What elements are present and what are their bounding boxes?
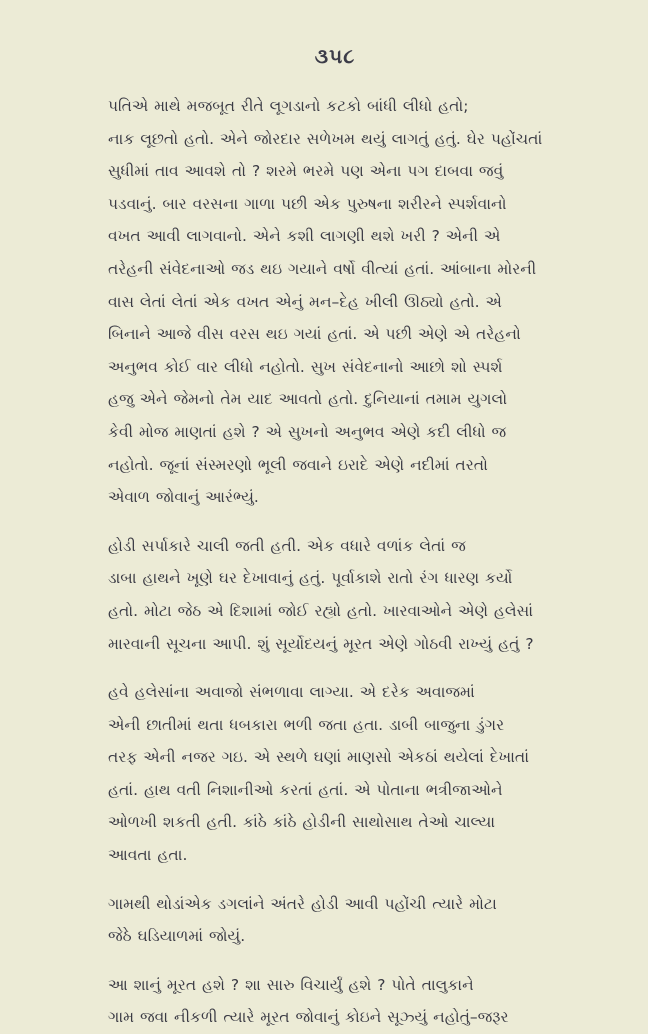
text-line: હજુ એને જેમનો તેમ યાદ આવતો હતો. દુનિયાનાં તમામ યુગલો [108,390,508,409]
text-line: ગામથી થોડાંએક ડગલાંને અંતરે હોડી આવી પહોંચી ત્યારે મોટા [108,894,497,913]
text-line: હોડી સર્પાકારે ચાલી જતી હતી. એક વધારે વળાંક લેતાં જ [108,536,466,555]
text-line: પડવાનું. બાર વરસના ગાળા પછી એક પુરુષના શરીરને સ્પર્શવાનો [108,194,507,213]
text-line: નાક લૂછતો હતો. એને જોરદાર સળેખમ થયું લાગતું હતું. ઘેર પહોંચતાં [108,129,543,148]
paragraph [78,676,592,872]
text-line: ઓળખી શકતી હતી. કાંઠે કાંઠે હોડીની સાથોસાથ તેઓ ચાલ્યા [108,813,496,832]
text-line: સુધીમાં તાવ આવશે તો ? શરમે ભરમે પણ એના પગ દાબવા જવું [108,162,504,181]
text-line: હવે હલેસાંના અવાજો સંભળાવા લાગ્યા. એ દરેક અવાજમાં [108,683,475,702]
page-number: ૩૫૮ [314,44,356,68]
text-line: ડાબા હાથને ખૂણે ઘર દેખાવાનું હતું. પૂર્વાકાશે રાતો રંગ ધારણ કર્યો [108,569,513,588]
text-line: ગામ જવા નીકળી ત્યારે મૂરત જોવાનું કોઇને સૂઝ્યું નહોતું–જરૂર [108,1008,509,1027]
text-line: મારવાની સૂચના આપી. શું સૂર્યોદયનું મૂરત એણે ગોઠવી રાખ્યું હતું ? [108,634,534,653]
text-line: અનુભવ કોઈ વાર લીધો નહોતો. સુખ સંવેદનાનો આછો શો સ્પર્શ [108,357,503,376]
text-line: એવાળ જોવાનું આરંભ્યું. [108,488,259,507]
text-line: એની છાતીમાં થતા ધબકારા ભળી જતા હતા. ડાબી બાજુના ડુંગર [108,715,505,734]
text-line: કેવી મોજ માણતાં હશે ? એ સુખનો અનુભવ એણે કદી લીધો જ [108,422,507,441]
paragraph [78,530,592,660]
text-line: વખત આવી લાગવાનો. એને કશી લાગણી થશે ખરી ? એની એ [108,227,501,246]
paragraph [78,969,592,1034]
text-body [78,90,592,1034]
text-line: આ શાનું મૂરત હશે ? શા સારુ વિચાર્યું હશે ? પોતે તાલુકાને [108,975,474,994]
text-line: બિનાને આજે વીસ વરસ થઇ ગયાં હતાં. એ પછી એણે એ તરેહનો [108,325,521,344]
text-line: તરેહની સંવેદનાઓ જડ થઇ ગયાને વર્ષો વીત્યાં હતાં. આંબાના મોરની [108,259,537,278]
text-line: પતિએ માથે મજબૂત રીતે લૂગડાનો કટકો બાંધી લીધો હતો; [108,97,469,115]
text-line: આવતા હતા. [108,846,188,865]
paragraph [78,90,592,514]
paragraph [78,888,592,953]
text-line: તરફ એની નજર ગઇ. એ સ્થળે ઘણાં માણસો એકઠાં થયેલાં દેખાતાં [108,748,530,767]
text-line: હતો. મોટા જેઠ એ દિશામાં જોઈ રહ્યો હતો. ખારવાઓને એણે હલેસાં [108,601,534,620]
text-line: હતાં. હાથ વતી નિશાનીઓ કરતાં હતાં. એ પોતાના ભત્રીજાઓને [108,780,503,799]
text-line: વાસ લેતાં લેતાં એક વખત એનું મન–દેહ ખીલી ઊઠ્યો હતો. એ [108,292,502,311]
text-line: નહોતો. જૂનાં સંસ્મરણો ભૂલી જવાને ઇરાદે એણે નદીમાં તરતો [108,455,488,474]
text-line: જેઠે ઘડિયાળમાં જોયું. [108,927,246,946]
